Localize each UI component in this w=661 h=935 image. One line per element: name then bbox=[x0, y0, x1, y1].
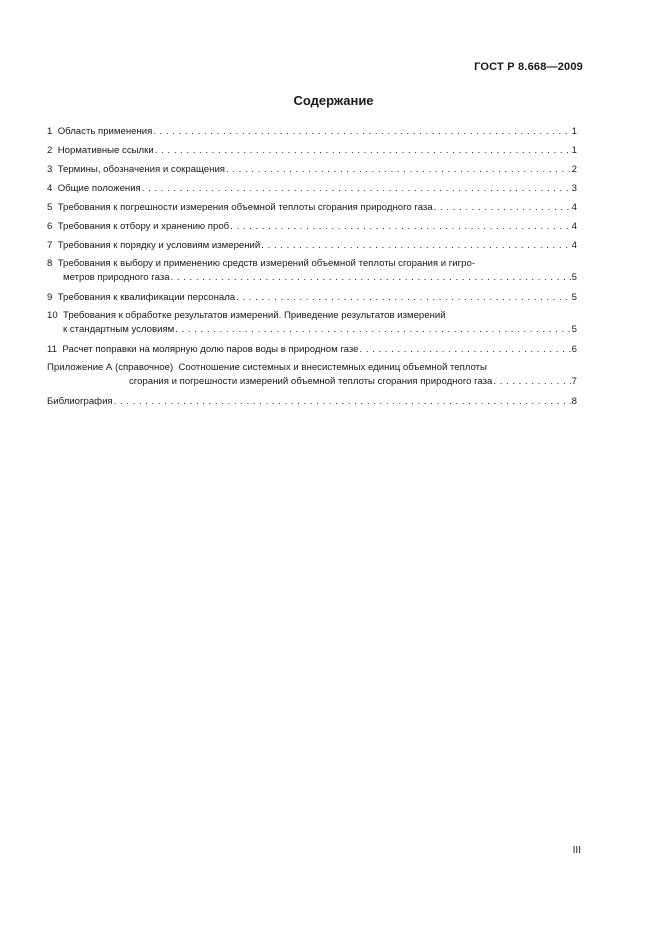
appendix-title-line-1: Соотношение системных и внесистемных единиц объемной теплоты bbox=[178, 362, 487, 373]
dot-leader bbox=[359, 340, 570, 359]
entry-title-line-1: Требования к выбору и применению средств измерений объемной теплоты сгорания и гигро- bbox=[57, 258, 476, 269]
entry-number: 4 bbox=[47, 183, 53, 194]
entry-number: 6 bbox=[47, 221, 53, 232]
entry-page: 5 bbox=[571, 272, 577, 283]
entry-title: Область применения bbox=[57, 126, 153, 137]
toc-entry-6[interactable] bbox=[47, 217, 577, 236]
entry-title: Общие положения bbox=[57, 183, 141, 194]
entry-page: 1 bbox=[571, 145, 577, 156]
entry-title: Библиография bbox=[47, 396, 113, 407]
toc-entry-7[interactable] bbox=[47, 236, 577, 255]
entry-number: 11 bbox=[47, 344, 57, 355]
entry-page: 8 bbox=[571, 396, 577, 407]
entry-title: Расчет поправки на молярную долю паров воды в природном газе bbox=[62, 344, 359, 355]
entry-page: 4 bbox=[571, 240, 577, 251]
toc-entry-appendix-a[interactable] bbox=[47, 359, 577, 392]
toc-entry-10[interactable] bbox=[47, 307, 577, 340]
page-title: Содержание bbox=[293, 93, 374, 108]
entry-page: 3 bbox=[571, 183, 577, 194]
appendix-title-line-2: сгорания и погрешности измерений объемной теплоты сгорания природного газа bbox=[129, 376, 493, 387]
toc-entry-bibliography[interactable] bbox=[47, 392, 577, 411]
dot-leader bbox=[434, 198, 571, 217]
dot-leader bbox=[114, 392, 571, 411]
entry-page: 1 bbox=[571, 126, 577, 137]
toc-entry-1[interactable] bbox=[47, 122, 577, 141]
entry-title-line-2: к стандартным условиям bbox=[63, 324, 175, 335]
entry-title-line-1: Требования к обработке результатов измерений. Приведение результатов измерений bbox=[63, 310, 446, 321]
entry-page: 4 bbox=[571, 202, 577, 213]
entry-number: 2 bbox=[47, 145, 53, 156]
entry-page: 5 bbox=[571, 324, 577, 335]
entry-number: 8 bbox=[47, 258, 53, 269]
entry-page: 7 bbox=[571, 376, 577, 387]
entry-number: 10 bbox=[47, 310, 58, 321]
toc-entry-8[interactable] bbox=[47, 255, 577, 288]
document-code: ГОСТ Р 8.668—2009 bbox=[474, 61, 583, 73]
entry-number: 7 bbox=[47, 240, 53, 251]
dot-leader bbox=[142, 179, 571, 198]
dot-leader bbox=[171, 271, 571, 285]
dot-leader bbox=[493, 375, 570, 389]
dot-leader bbox=[155, 141, 571, 160]
entry-page: 4 bbox=[571, 221, 577, 232]
entry-number: 1 bbox=[47, 126, 53, 137]
entry-title: Термины, обозначения и сокращения bbox=[57, 164, 225, 175]
page-number: III bbox=[572, 845, 581, 856]
dot-leader bbox=[226, 160, 571, 179]
entry-title-line-2: метров природного газа bbox=[63, 272, 170, 283]
dot-leader bbox=[236, 288, 571, 307]
appendix-label: Приложение А (справочное) bbox=[47, 362, 174, 373]
entry-number: 5 bbox=[47, 202, 53, 213]
entry-title: Требования к квалификации персонала bbox=[57, 292, 236, 303]
table-of-contents bbox=[47, 122, 577, 411]
toc-entry-2[interactable] bbox=[47, 141, 577, 160]
entry-title: Требования к порядку и условиям измерений bbox=[57, 240, 261, 251]
toc-entry-4[interactable] bbox=[47, 179, 577, 198]
toc-entry-11[interactable] bbox=[47, 340, 577, 359]
dot-leader bbox=[261, 236, 570, 255]
entry-page: 2 bbox=[571, 164, 577, 175]
dot-leader bbox=[175, 323, 570, 337]
entry-page: 5 bbox=[571, 292, 577, 303]
toc-entry-9[interactable] bbox=[47, 288, 577, 307]
entry-title: Требования к отбору и хранению проб bbox=[57, 221, 230, 232]
entry-number: 9 bbox=[47, 292, 53, 303]
toc-entry-5[interactable] bbox=[47, 198, 577, 217]
entry-number: 3 bbox=[47, 164, 53, 175]
entry-title: Нормативные ссылки bbox=[57, 145, 154, 156]
entry-title: Требования к погрешности измерения объемной теплоты сгорания природного газа bbox=[57, 202, 433, 213]
entry-page: 6 bbox=[571, 344, 577, 355]
toc-entry-3[interactable] bbox=[47, 160, 577, 179]
dot-leader bbox=[153, 122, 570, 141]
dot-leader bbox=[230, 217, 571, 236]
